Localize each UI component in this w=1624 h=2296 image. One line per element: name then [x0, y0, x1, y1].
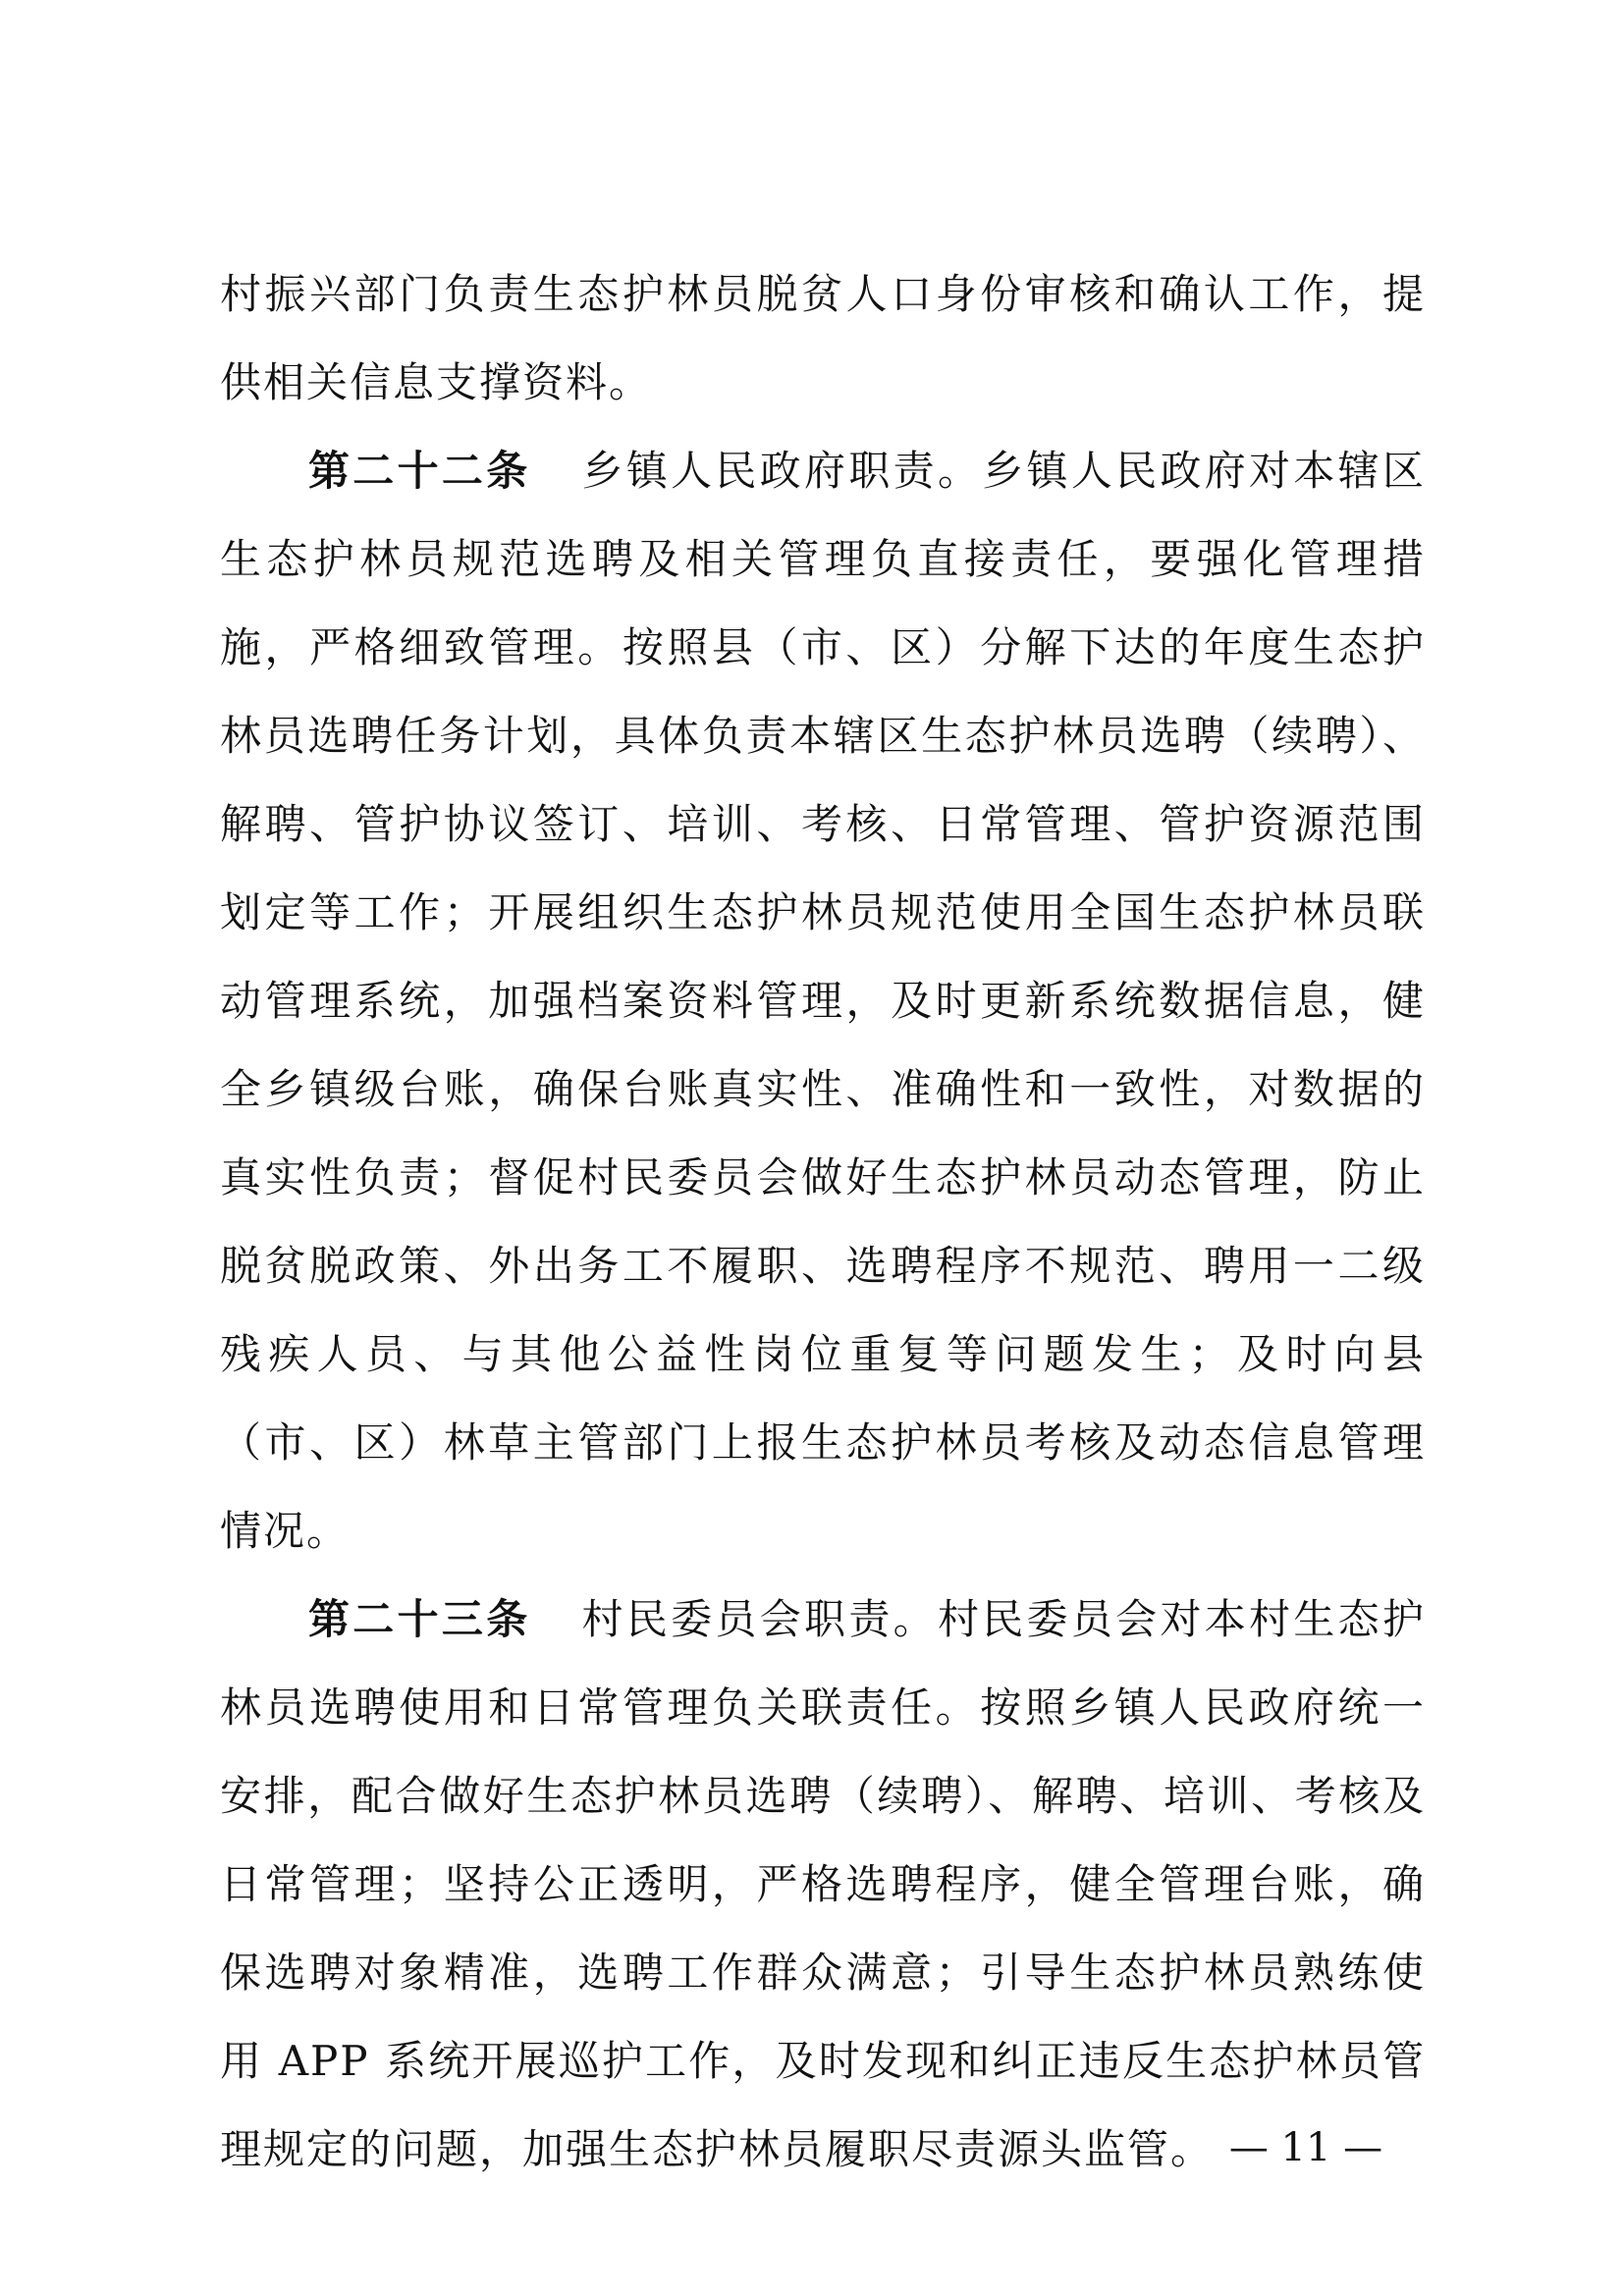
article-22-paragraph	[220, 427, 1426, 1575]
paragraph-text: 村振兴部门负责生态护林员脱贫人口身份审核和确认工作，提供相关信息支撑资料。	[220, 270, 1426, 406]
article-heading: 第二十三条	[308, 1595, 531, 1643]
page-number: — 11 —	[1228, 2125, 1383, 2170]
paragraph-continuation	[220, 250, 1426, 427]
article-heading: 第二十二条	[308, 447, 531, 495]
paragraph-text: 村民委员会职责。村民委员会对本村生态护林员选聘使用和日常管理负关联责任。按照乡镇人民政府统一安排，配合做好生态护林员选聘（续聘）、解聘、培训、考核及日常管理；坚持公正透明，严格选聘程序，健全管理台账，确保选聘对象精准，选聘工作群众满意；引导生态护林员熟练使用 APP 系统开展巡护工作，及时发现和纠正违反生态护林员管理规定的问题，加强生态护林员履职尽责源头监管。	[220, 1595, 1426, 2173]
article-23-paragraph	[220, 1575, 1426, 2194]
paragraph-text: 乡镇人民政府职责。乡镇人民政府对本辖区生态护林员规范选聘及相关管理负直接责任，要强化管理措施，严格细致管理。按照县（市、区）分解下达的年度生态护林员选聘任务计划，具体负责本辖区生态护林员选聘（续聘）、解聘、管护协议签订、培训、考核、日常管理、管护资源范围划定等工作；开展组织生态护林员规范使用全国生态护林员联动管理系统，加强档案资料管理，及时更新系统数据信息，健全乡镇级台账，确保台账真实性、准确性和一致性，对数据的真实性负责；督促村民委员会做好生态护林员动态管理，防止脱贫脱政策、外出务工不履职、选聘程序不规范、聘用一二级残疾人员、与其他公益性岗位重复等问题发生；及时向县（市、区）林草主管部门上报生态护林员考核及动态信息管理情况。	[220, 447, 1426, 1555]
document-body	[220, 250, 1426, 2194]
